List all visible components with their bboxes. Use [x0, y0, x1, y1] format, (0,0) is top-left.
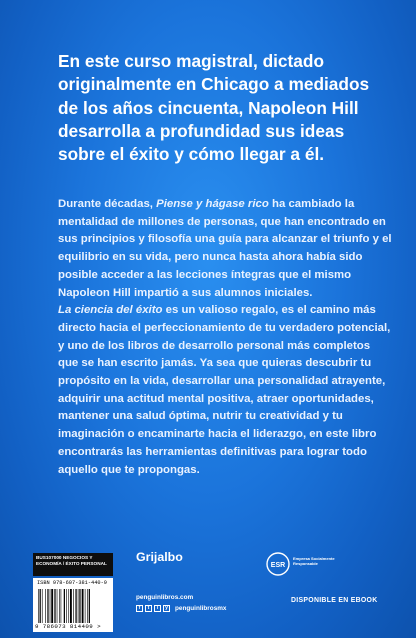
cover-footer — [0, 540, 416, 638]
barcode-addon: > — [97, 623, 101, 630]
social-handle[interactable]: penguinlibrosmx — [175, 605, 227, 612]
esr-logo-text: ESR — [270, 562, 286, 569]
publisher-logo: Grijalbo — [136, 550, 183, 564]
social-links — [136, 605, 226, 612]
esr-caption: Empresa Socialmente Responsable — [293, 556, 335, 566]
barcode-box — [33, 578, 113, 632]
intro-blurb: En este curso magistral, dictado originalmente en Chicago a mediados de los años cincuenta, Napoleon Hill desarrolla a profundidad sus ideas sobre el éxito y cómo llegar a él. — [58, 51, 370, 165]
barcode-number: 9 786073 814409 — [35, 623, 94, 630]
instagram-icon[interactable]: i — [154, 605, 161, 612]
book-title: La ciencia del éxito — [58, 304, 163, 317]
youtube-icon[interactable]: y — [163, 605, 170, 612]
description-p1-start: Durante décadas, — [58, 198, 157, 210]
bisac-label: BUS107000 NEGOCIOS Y ECONOMÍA / ÉXITO PERSONAL — [33, 553, 113, 576]
ebook-availability: DISPONIBLE EN EBOOK — [291, 597, 378, 604]
website-link[interactable]: penguinlibros.com — [136, 594, 194, 601]
facebook-icon[interactable]: f — [136, 605, 143, 612]
description-p2: es un valioso regalo, es el camino más directo hacia el perfeccionamiento de tu verdadero potencial, y uno de los libros de desarrollo personal más completos que se han escrito jamás. Ya sea que quieras descubrir tu propósito en la vida, desarrollar una personalidad atrayente, adquirir una actitud mental positiva, atraer oportunidades, mantener una salud óptima, nutrir tu creatividad y tu imaginación o encaminarte hacia el liderazgo, en este libro encontrarás las herramientas definitivas para lograr todo aquello que te propongas. — [58, 304, 391, 476]
isbn-number: ISBN 978-607-381-440-9 — [37, 580, 107, 586]
book-title-reference: Piense y hágase rico — [156, 198, 269, 210]
barcode-digits — [35, 623, 111, 630]
description-text — [58, 196, 392, 479]
esr-badge — [266, 552, 346, 580]
esr-logo-icon — [266, 552, 290, 576]
description-p1-end: ha cambiado la mentalidad de millones de personas, que han encontrado en sus principios y filosofía una guía para alcanzar el triunfo y el equilibrio en su vida, pero nunca hasta ahora había sido posible acceder a las lecciones íntegras que el mismo Napoleon Hill impartió a sus alumnos iniciales. — [58, 198, 392, 299]
twitter-icon[interactable]: t — [145, 605, 152, 612]
barcode-icon — [37, 589, 109, 623]
